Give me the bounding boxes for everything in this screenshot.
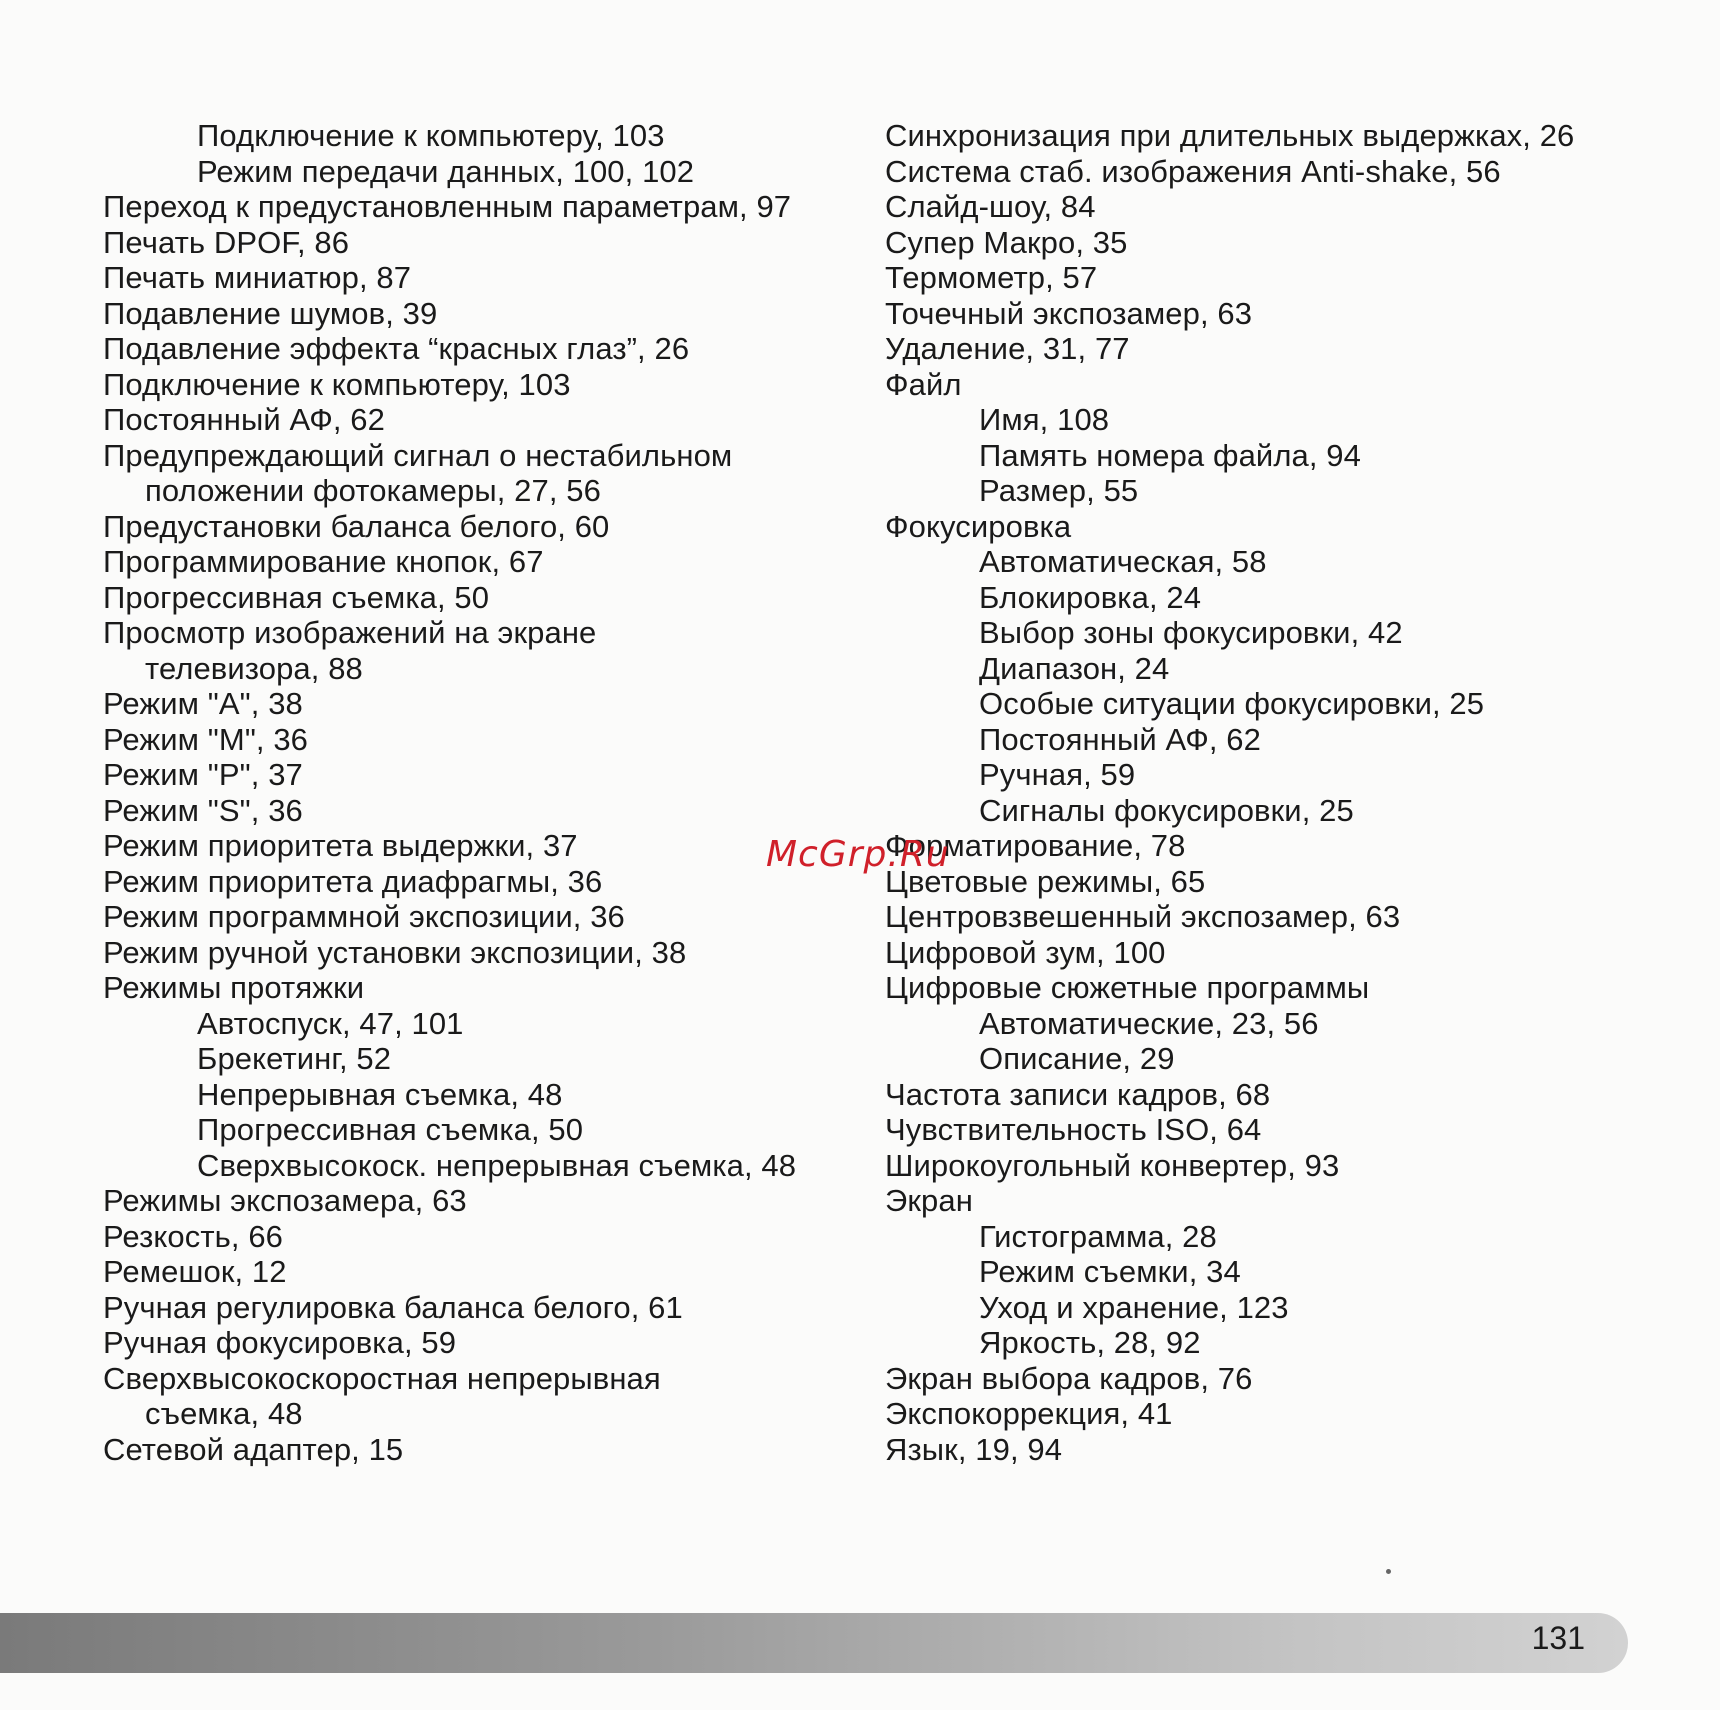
footer-bar [0, 1613, 1628, 1673]
index-subentry: Автоспуск, 47, 101 [197, 1005, 464, 1041]
index-entry: Режим "S", 36 [103, 792, 303, 828]
index-subentry: Описание, 29 [979, 1041, 1175, 1076]
index-entry: Файл [885, 366, 962, 402]
index-entry: Фокусировка [885, 508, 1072, 544]
index-entry: Форматирование, 78 [885, 828, 1186, 863]
index-subentry: Диапазон, 24 [979, 650, 1170, 686]
index-column-right [885, 118, 1685, 1467]
index-entry: Широкоугольный конвертер, 93 [885, 1147, 1340, 1183]
index-entry: Резкость, 66 [103, 1218, 283, 1254]
index-entry: Язык, 19, 94 [885, 1431, 1063, 1467]
scan-speck [1386, 1569, 1391, 1574]
index-subentry: Выбор зоны фокусировки, 42 [979, 615, 1403, 650]
index-entry: Печать миниатюр, 87 [103, 260, 412, 295]
index-entry: Режим "Р", 37 [103, 757, 303, 792]
index-entry: Режимы экспозамера, 63 [103, 1183, 467, 1218]
index-entry-continuation: положении фотокамеры, 27, 56 [145, 473, 601, 508]
index-subentry: Автоматическая, 58 [979, 544, 1267, 579]
index-entry: Термометр, 57 [885, 260, 1098, 295]
index-subentry: Прогрессивная съемка, 50 [197, 1112, 584, 1147]
index-entry: Экран [885, 1183, 973, 1218]
index-entry: Подавление эффекта “красных глаз”, 26 [103, 331, 690, 366]
index-entry: Предупреждающий сигнал о нестабильном [103, 437, 733, 473]
index-entry: Подключение к компьютеру, 103 [103, 366, 571, 402]
index-subentry: Автоматические, 23, 56 [979, 1005, 1319, 1041]
index-entry: Цветовые режимы, 65 [885, 863, 1206, 899]
index-entry: Слайд-шоу, 84 [885, 189, 1096, 224]
index-entry: Печать DPOF, 86 [103, 224, 350, 260]
index-column-left [103, 118, 863, 1467]
index-entry: Постоянный АФ, 62 [103, 402, 385, 437]
index-entry: Центровзвешенный экспозамер, 63 [885, 899, 1401, 934]
index-entry: Ручная регулировка баланса белого, 61 [103, 1289, 683, 1325]
watermark: McGrp.Ru [766, 834, 950, 875]
index-entry: Переход к предустановленным параметрам, 97 [103, 189, 792, 224]
index-entry: Сетевой адаптер, 15 [103, 1431, 404, 1467]
index-subentry: Блокировка, 24 [979, 579, 1202, 615]
index-subentry: Яркость, 28, 92 [979, 1325, 1201, 1360]
index-subentry: Память номера файла, 94 [979, 437, 1361, 473]
index-subentry: Постоянный АФ, 62 [979, 721, 1261, 757]
index-subentry: Уход и хранение, 123 [979, 1289, 1289, 1325]
index-entry: Режим приоритета диафрагмы, 36 [103, 863, 603, 899]
index-entry: Программирование кнопок, 67 [103, 544, 544, 579]
index-subentry: Имя, 108 [979, 402, 1110, 437]
index-subentry: Размер, 55 [979, 473, 1139, 508]
index-entry: Режим "М", 36 [103, 721, 309, 757]
index-subentry: Особые ситуации фокусировки, 25 [979, 686, 1485, 721]
index-entry-continuation: телевизора, 88 [145, 650, 363, 686]
index-entry: Просмотр изображений на экране [103, 615, 597, 650]
index-entry: Режимы протяжки [103, 970, 365, 1005]
index-entry: Сверхвысокоскоростная непрерывная [103, 1360, 661, 1396]
index-subentry: Брекетинг, 52 [197, 1041, 392, 1076]
index-entry: Супер Макро, 35 [885, 224, 1128, 260]
index-entry: Режим "А", 38 [103, 686, 303, 721]
index-entry: Ремешок, 12 [103, 1254, 287, 1289]
index-entry-continuation: съемка, 48 [145, 1396, 303, 1431]
index-entry: Экран выбора кадров, 76 [885, 1360, 1253, 1396]
index-entry: Удаление, 31, 77 [885, 331, 1130, 366]
index-entry: Режим программной экспозиции, 36 [103, 899, 625, 934]
index-entry: Система стаб. изображения Anti-shake, 56 [885, 153, 1501, 189]
index-entry: Прогрессивная съемка, 50 [103, 579, 490, 615]
index-entry: Синхронизация при длительных выдержках, 26 [885, 118, 1575, 153]
index-entry: Цифровые сюжетные программы [885, 970, 1370, 1005]
index-subentry: Режим передачи данных, 100, 102 [197, 153, 695, 189]
index-entry: Экспокоррекция, 41 [885, 1396, 1173, 1431]
index-subentry: Сигналы фокусировки, 25 [979, 792, 1354, 828]
index-subentry: Непрерывная съемка, 48 [197, 1076, 563, 1112]
index-entry: Частота записи кадров, 68 [885, 1076, 1271, 1112]
index-subentry: Ручная, 59 [979, 757, 1136, 792]
index-subentry: Сверхвысокоск. непрерывная съемка, 48 [197, 1147, 797, 1183]
index-entry: Подавление шумов, 39 [103, 295, 438, 331]
index-entry: Предустановки баланса белого, 60 [103, 508, 610, 544]
index-entry: Цифровой зум, 100 [885, 934, 1166, 970]
index-entry: Чувствительность ISO, 64 [885, 1112, 1262, 1147]
page-number: 131 [1531, 1620, 1585, 1656]
index-entry: Режим приоритета выдержки, 37 [103, 828, 578, 863]
index-entry: Режим ручной установки экспозиции, 38 [103, 934, 687, 970]
index-entry: Точечный экспозамер, 63 [885, 295, 1253, 331]
index-entry: Ручная фокусировка, 59 [103, 1325, 457, 1360]
index-subentry: Гистограмма, 28 [979, 1218, 1217, 1254]
index-subentry: Режим съемки, 34 [979, 1254, 1241, 1289]
index-subentry: Подключение к компьютеру, 103 [197, 118, 665, 153]
